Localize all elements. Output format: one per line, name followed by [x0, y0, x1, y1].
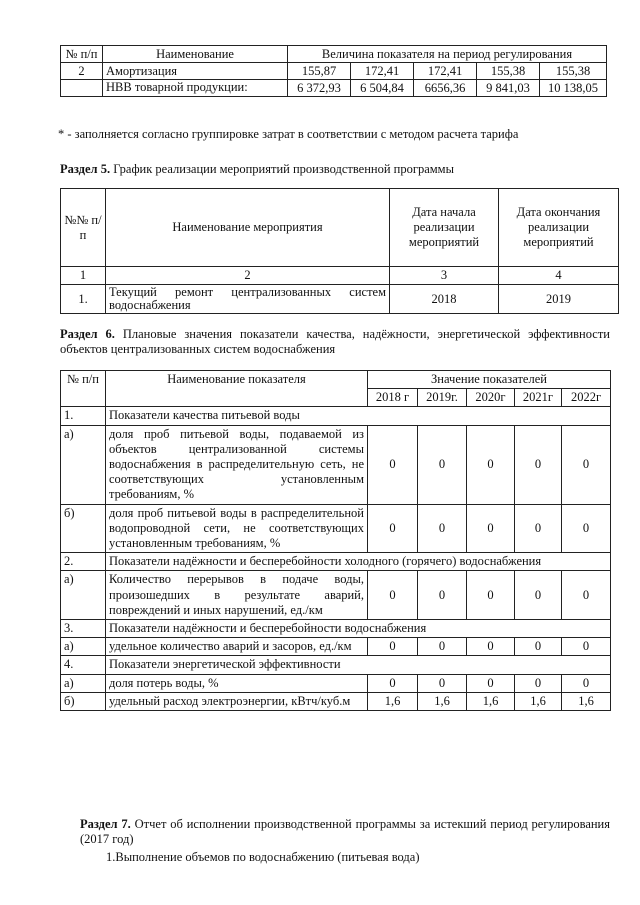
group-num: 4. — [61, 656, 106, 674]
cell-name: НВВ товарной продукции: — [103, 80, 288, 97]
section5-heading — [60, 162, 454, 177]
table-row — [61, 80, 607, 97]
section7-heading — [80, 817, 610, 847]
table-row — [61, 425, 611, 504]
group-row — [61, 407, 611, 425]
cell-name: удельное количество аварий и засоров, ед./км — [106, 638, 368, 656]
group-title: Показатели качества питьевой воды — [106, 407, 611, 425]
cell-num: 1. — [61, 285, 106, 314]
cell-num — [61, 80, 103, 97]
cell-value: 0 — [467, 674, 515, 692]
cell-name: Текущий ремонт централизованных систем водоснабжения — [106, 285, 390, 314]
cell-value: 6656,36 — [414, 80, 477, 97]
cell-value: 0 — [368, 674, 418, 692]
table-row — [61, 692, 611, 710]
table-tariff-values — [60, 45, 607, 97]
table-section5 — [60, 188, 619, 314]
s6-header-year: 2018 г — [368, 389, 418, 407]
cell-value: 0 — [368, 638, 418, 656]
cell-value: 0 — [418, 571, 467, 620]
footnote: * - заполняется согласно группировке затрат в соответствии с методом расчета тарифа — [58, 127, 519, 141]
cell-value: 1,6 — [418, 692, 467, 710]
cell-name: доля проб питьевой воды в распределительной водопроводной сети, не соответствующих установленным требованиям, % — [106, 504, 368, 553]
s5-colnum: 3 — [390, 267, 499, 285]
cell-num: а) — [61, 425, 106, 504]
s6-header-name: Наименование показателя — [106, 371, 368, 407]
cell-value: 0 — [467, 504, 515, 553]
group-num: 3. — [61, 620, 106, 638]
cell-num: а) — [61, 638, 106, 656]
group-row — [61, 656, 611, 674]
table-section6 — [60, 370, 611, 711]
s5-colnum: 1 — [61, 267, 106, 285]
cell-value: 0 — [418, 504, 467, 553]
s5-colnum: 4 — [499, 267, 619, 285]
cell-value: 155,87 — [288, 63, 351, 80]
section5-title: График реализации мероприятий производственной программы — [113, 162, 454, 176]
cell-value: 6 504,84 — [351, 80, 414, 97]
group-num: 2. — [61, 553, 106, 571]
group-num: 1. — [61, 407, 106, 425]
cell-value: 1,6 — [368, 692, 418, 710]
cell-value: 172,41 — [351, 63, 414, 80]
cell-value: 155,38 — [477, 63, 540, 80]
s5-colnum: 2 — [106, 267, 390, 285]
cell-name: Количество перерывов в подаче воды, произошедших в результате аварий, повреждений и иных нарушений, ед./км — [106, 571, 368, 620]
cell-value: 0 — [515, 674, 562, 692]
cell-value: 0 — [418, 638, 467, 656]
cell-value: 0 — [467, 425, 515, 504]
cell-name: доля проб питьевой воды, подаваемой из объектов централизованной системы водоснабжения в распределительную сеть, не соответствующих установленным требованиям, % — [106, 425, 368, 504]
s6-header-year: 2019г. — [418, 389, 467, 407]
s5-header-name: Наименование мероприятия — [106, 189, 390, 267]
s6-header-year: 2022г — [562, 389, 611, 407]
header-name: Наименование — [103, 46, 288, 63]
header-value: Величина показателя на период регулирования — [288, 46, 607, 63]
cell-value: 0 — [562, 638, 611, 656]
cell-value: 0 — [418, 425, 467, 504]
cell-value: 0 — [515, 504, 562, 553]
cell-value: 1,6 — [515, 692, 562, 710]
section5-label: Раздел 5. — [60, 162, 111, 176]
section6-title: Плановые значения показатели качества, надёжности, энергетической эффективности объектов централизованных систем водоснабжения — [60, 327, 610, 356]
section7-label: Раздел 7. — [80, 817, 131, 831]
cell-name: доля потерь воды, % — [106, 674, 368, 692]
table-row — [61, 504, 611, 553]
table-row — [61, 285, 619, 314]
cell-value: 1,6 — [562, 692, 611, 710]
s5-header-start: Дата начала реализации мероприятий — [390, 189, 499, 267]
cell-num: б) — [61, 504, 106, 553]
group-row — [61, 553, 611, 571]
s6-header-value: Значение показателей — [368, 371, 611, 389]
cell-value: 0 — [515, 571, 562, 620]
cell-value: 9 841,03 — [477, 80, 540, 97]
table-row — [61, 63, 607, 80]
cell-value: 0 — [467, 571, 515, 620]
section7-subtitle: 1.Выполнение объемов по водоснабжению (питьевая вода) — [106, 850, 420, 864]
cell-start: 2018 — [390, 285, 499, 314]
cell-end: 2019 — [499, 285, 619, 314]
cell-num: б) — [61, 692, 106, 710]
s5-header-num: №№ п/п — [61, 189, 106, 267]
section7-title: Отчет об исполнении производственной программы за истекший период регулирования (2017 год) — [80, 817, 610, 846]
table-row — [61, 571, 611, 620]
group-title: Показатели надёжности и бесперебойности холодного (горячего) водоснабжения — [106, 553, 611, 571]
cell-value: 155,38 — [540, 63, 607, 80]
cell-value: 0 — [515, 425, 562, 504]
s6-header-year: 2021г — [515, 389, 562, 407]
group-title: Показатели энергетической эффективности — [106, 656, 611, 674]
s6-header-num: № п/п — [61, 371, 106, 407]
cell-num: 2 — [61, 63, 103, 80]
header-num: № п/п — [61, 46, 103, 63]
cell-value: 6 372,93 — [288, 80, 351, 97]
cell-value: 0 — [562, 425, 611, 504]
cell-name: удельный расход электроэнергии, кВтч/куб.м — [106, 692, 368, 710]
cell-value: 0 — [515, 638, 562, 656]
cell-value: 0 — [368, 571, 418, 620]
section6-label: Раздел 6. — [60, 327, 115, 341]
cell-name: Амортизация — [103, 63, 288, 80]
group-row — [61, 620, 611, 638]
cell-value: 0 — [562, 674, 611, 692]
cell-value: 0 — [562, 504, 611, 553]
s5-header-end: Дата окончания реализации мероприятий — [499, 189, 619, 267]
cell-value: 0 — [562, 571, 611, 620]
table-row — [61, 674, 611, 692]
group-title: Показатели надёжности и бесперебойности водоснабжения — [106, 620, 611, 638]
cell-value: 0 — [368, 425, 418, 504]
cell-num: а) — [61, 571, 106, 620]
table-row — [61, 638, 611, 656]
cell-value: 0 — [467, 638, 515, 656]
cell-num: а) — [61, 674, 106, 692]
section6-heading — [60, 327, 610, 357]
cell-value: 172,41 — [414, 63, 477, 80]
cell-value: 0 — [418, 674, 467, 692]
s6-header-year: 2020г — [467, 389, 515, 407]
cell-value: 0 — [368, 504, 418, 553]
cell-value: 1,6 — [467, 692, 515, 710]
cell-value: 10 138,05 — [540, 80, 607, 97]
